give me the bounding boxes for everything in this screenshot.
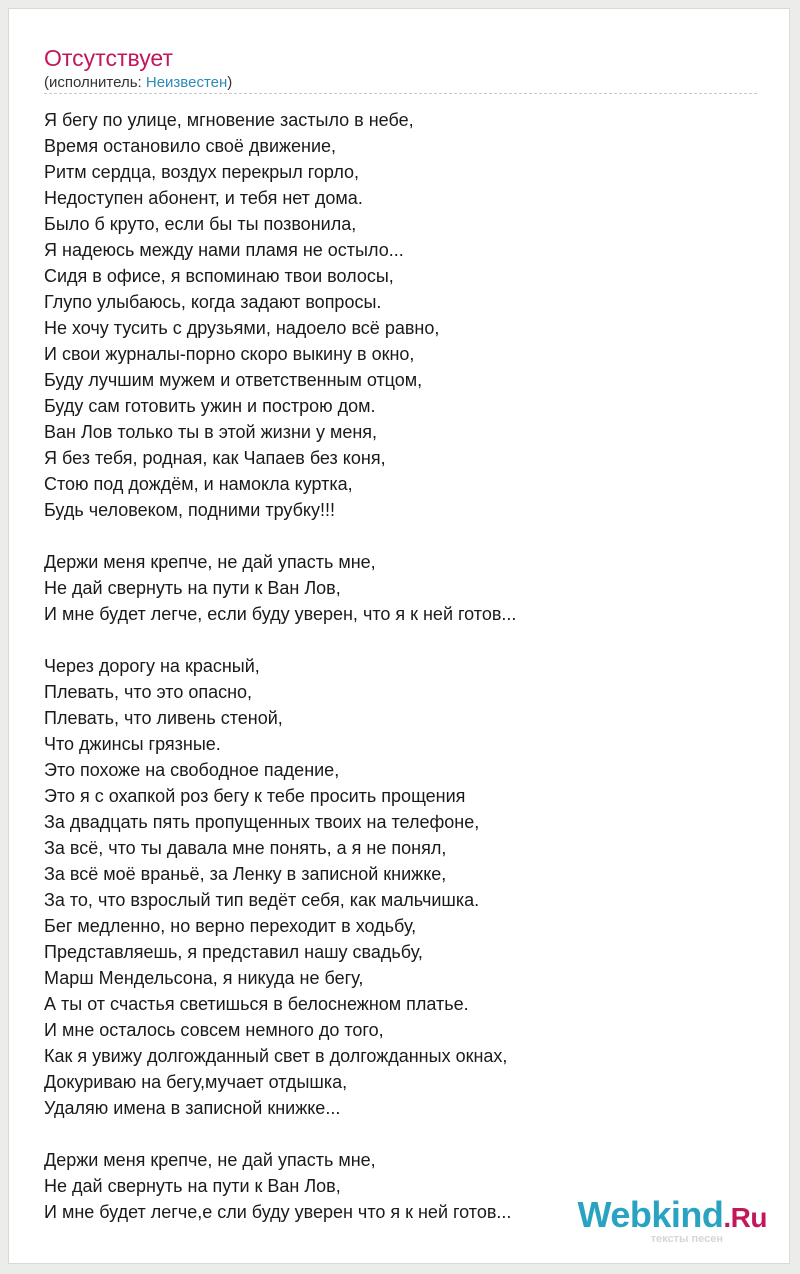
lyric-line: Это похоже на свободное падение,	[44, 760, 340, 780]
lyric-line: Бег медленно, но верно переходит в ходьбу,	[44, 916, 417, 936]
lyric-line: Глупо улыбаюсь, когда задают вопросы.	[44, 292, 382, 312]
lyric-line: За всё моё враньё, за Ленку в записной книжке,	[44, 864, 447, 884]
lyric-line: Докуриваю на бегу,мучает отдышка,	[44, 1072, 348, 1092]
lyric-line: Марш Мендельсона, я никуда не бегу,	[44, 968, 364, 988]
lyric-line: Время остановило своё движение,	[44, 136, 337, 156]
artist-suffix: )	[227, 74, 233, 91]
artist-prefix: (исполнитель:	[44, 74, 146, 91]
lyric-line: Через дорогу на красный,	[44, 656, 260, 676]
lyric-line: Держи меня крепче, не дай упасть мне,	[44, 1150, 376, 1170]
header-divider	[44, 93, 757, 94]
lyric-line: Плевать, что это опасно,	[44, 682, 253, 702]
lyric-line: За двадцать пять пропущенных твоих на телефоне,	[44, 812, 480, 832]
lyrics-stanza	[44, 653, 784, 1121]
lyric-line: За всё, что ты давала мне понять, а я не понял,	[44, 838, 447, 858]
lyric-line: Ритм сердца, воздух перекрыл горло,	[44, 162, 360, 182]
artist-link[interactable]: Неизвестен	[145, 74, 228, 91]
logo-brand	[578, 1196, 767, 1237]
lyric-line: И свои журналы-порно скоро выкину в окно,	[44, 344, 415, 364]
lyric-line: Я без тебя, родная, как Чапаев без коня,	[44, 448, 386, 468]
lyric-line: Буду лучшим мужем и ответственным отцом,	[44, 370, 423, 390]
lyrics-body	[44, 107, 784, 1251]
lyric-line: Буду сам готовить ужин и построю дом.	[44, 396, 376, 416]
lyric-line: За то, что взрослый тип ведёт себя, как мальчишка.	[44, 890, 480, 910]
logo-tld: .Ru	[723, 1202, 767, 1233]
lyric-line: Не дай свернуть на пути к Ван Лов,	[44, 1176, 341, 1196]
lyric-line: Будь человеком, подними трубку!!!	[44, 500, 335, 520]
site-logo	[578, 1196, 767, 1245]
lyric-line: Плевать, что ливень стеной,	[44, 708, 283, 728]
lyric-line: Недоступен абонент, и тебя нет дома.	[44, 188, 363, 208]
lyric-line: Я надеюсь между нами пламя не остыло...	[44, 240, 404, 260]
lyric-line: Удаляю имена в записной книжке...	[44, 1098, 341, 1118]
lyric-line: Не дай свернуть на пути к Ван Лов,	[44, 578, 341, 598]
lyric-line: Это я с охапкой роз бегу к тебе просить прощения	[44, 786, 466, 806]
lyric-line: Держи меня крепче, не дай упасть мне,	[44, 552, 376, 572]
lyric-line: Я бегу по улице, мгновение застыло в небе,	[44, 110, 414, 130]
lyrics-stanza	[44, 549, 784, 627]
lyric-line: Стою под дождём, и намокла куртка,	[44, 474, 353, 494]
lyric-line: А ты от счастья светишься в белоснежном платье.	[44, 994, 469, 1014]
song-title: Отсутствует	[44, 45, 173, 71]
lyrics-stanza	[44, 107, 784, 523]
lyric-line: Сидя в офисе, я вспоминаю твои волосы,	[44, 266, 394, 286]
artist-line	[44, 73, 232, 93]
lyric-line: И мне будет легче,е сли буду уверен что я к ней готов...	[44, 1202, 512, 1222]
lyric-line: Как я увижу долгожданный свет в долгожданных окнах,	[44, 1046, 508, 1066]
lyric-line: И мне будет легче, если буду уверен, что я к ней готов...	[44, 604, 517, 624]
lyric-line: Не хочу тусить с друзьями, надоело всё равно,	[44, 318, 440, 338]
lyric-line: Представляешь, я представил нашу свадьбу,	[44, 942, 423, 962]
lyric-line: И мне осталось совсем немного до того,	[44, 1020, 384, 1040]
lyric-line: Что джинсы грязные.	[44, 734, 221, 754]
logo-tagline: тексты песен	[650, 1233, 723, 1245]
logo-brand-name: Webkind	[577, 1194, 724, 1235]
lyrics-card	[8, 8, 790, 1264]
lyric-line: Было б круто, если бы ты позвонила,	[44, 214, 357, 234]
lyric-line: Ван Лов только ты в этой жизни у меня,	[44, 422, 378, 442]
